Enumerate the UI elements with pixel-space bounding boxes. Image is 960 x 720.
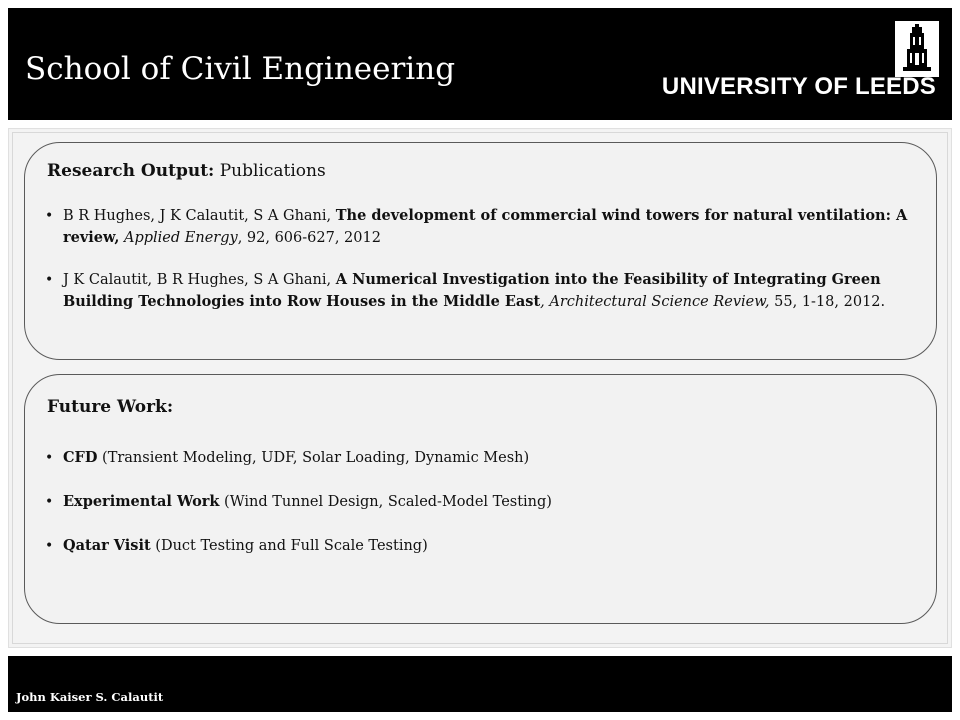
publication-journal: Applied Energy: [119, 230, 238, 246]
future-work-item-detail: (Wind Tunnel Design, Scaled-Model Testing): [219, 494, 552, 510]
future-work-item-bold: CFD: [63, 449, 98, 466]
publication-list: [45, 205, 915, 333]
footer-bar: [8, 656, 952, 712]
bullet-icon: •: [45, 494, 54, 510]
author-name: John Kaiser S. Calautit: [16, 690, 164, 704]
bullet-icon: •: [45, 208, 54, 224]
research-heading-normal: Publications: [214, 161, 326, 181]
future-work-item-bold: Experimental Work: [63, 493, 220, 510]
future-work-item: [45, 447, 915, 469]
research-output-panel: [24, 142, 937, 360]
page-title: School of Civil Engineering: [25, 51, 456, 87]
future-work-item-bold: Qatar Visit: [63, 537, 151, 554]
publication-title: A Numerical Investigation into the Feasibility of Integrating Green Building Technologies into Row Houses in the Middle East: [63, 271, 881, 310]
future-work-item: [45, 491, 915, 513]
future-work-list: [45, 447, 915, 579]
publication-details: , 92, 606-627, 2012: [237, 230, 381, 246]
future-work-item-detail: (Transient Modeling, UDF, Solar Loading, Dynamic Mesh): [97, 450, 530, 466]
future-work-item-detail: (Duct Testing and Full Scale Testing): [150, 538, 428, 554]
publication-title: The development of commercial wind towers for natural ventilation: A review,: [63, 207, 908, 246]
future-work-panel: [24, 374, 937, 624]
publication-journal: , Architectural Science Review,: [540, 294, 770, 310]
future-work-heading: Future Work:: [47, 397, 174, 417]
leeds-tower-emblem-icon: [895, 21, 939, 77]
bullet-icon: •: [45, 450, 54, 466]
publication-authors: B R Hughes, J K Calautit, S A Ghani,: [63, 208, 336, 224]
university-logo-text: UNIVERSITY OF LEEDS: [661, 73, 936, 100]
publication-item: [45, 269, 915, 313]
research-heading-bold: Research Output:: [47, 161, 215, 181]
future-work-item: [45, 535, 915, 557]
publication-details: 55, 1-18, 2012.: [769, 294, 886, 310]
header-bar: [8, 8, 952, 120]
research-heading: [47, 161, 326, 181]
bullet-icon: •: [45, 538, 54, 554]
publication-item: [45, 205, 915, 249]
publication-authors: J K Calautit, B R Hughes, S A Ghani,: [63, 272, 336, 288]
bullet-icon: •: [45, 272, 54, 288]
